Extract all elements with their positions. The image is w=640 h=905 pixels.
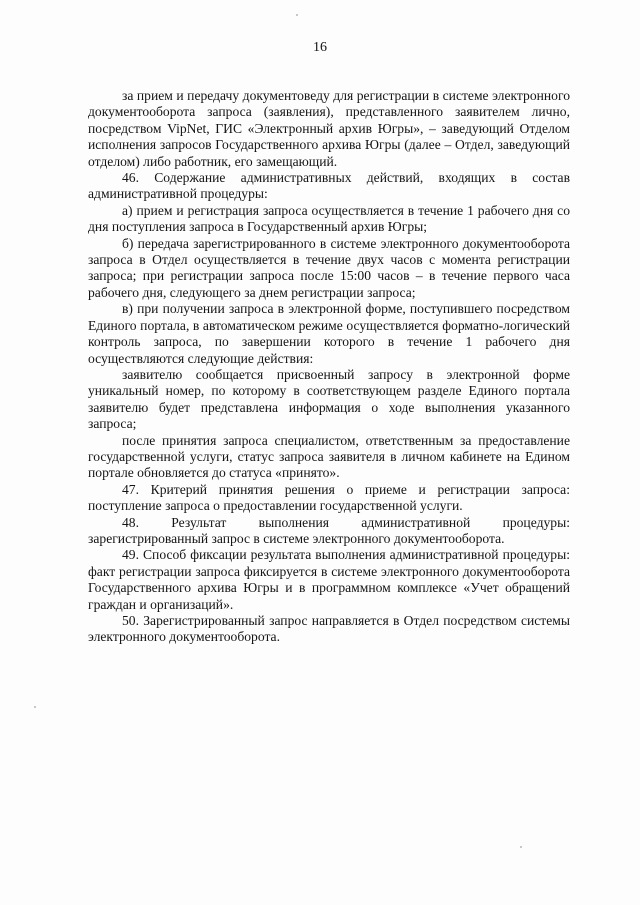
scan-speck — [296, 14, 298, 16]
paragraph-responsible-person: за прием и передачу документоведу для регистрации в системе электронного документооборота запроса (заявления), представленного заявителем лично, посредством VipNet, ГИС «Электронный архив Югры», – заведующий Отделом исполнения запросов Государственного архива Югры (далее – Отдел, заведующий отделом) либо работник, его замещающий. — [88, 88, 570, 169]
paragraph-46-b: б) передача зарегистрированного в системе электронного документооборота запроса в Отдел осуществляется в течение двух часов с момента регистрации запроса; при регистрации запроса после 15:00 часов – в течение первого часа рабочего дня, следующего за днем регистрации запроса; — [88, 235, 570, 300]
paragraph-46: 46. Содержание административных действий, входящих в состав административной процедуры: — [88, 170, 570, 202]
paragraph-46-a: а) прием и регистрация запроса осуществляется в течение 1 рабочего дня со дня поступления запроса в Государственный архив Югры; — [88, 202, 570, 235]
document-body — [88, 88, 570, 646]
paragraph-49: 49. Способ фиксации результата выполнения административной процедуры: факт регистрации запроса фиксируется в системе электронного документооборота Государственного архива Югры и в программном комплексе «Учет обращений граждан и организаций». — [88, 547, 570, 612]
paragraph-50: 50. Зарегистрированный запрос направляется в Отдел посредством системы электронного документооборота. — [88, 613, 570, 645]
paragraph-48: 48. Результат выполнения административной процедуры: зарегистрированный запрос в системе электронного документооборота. — [88, 514, 570, 546]
paragraph-notify-applicant: заявителю сообщается присвоенный запросу в электронной форме уникальный номер, по которому в соответствующем разделе Единого портала заявителю будет представлена информация о ходе выполнения указанного запроса; — [88, 366, 570, 432]
page-number: 16 — [313, 40, 327, 55]
paragraph-status-update: после принятия запроса специалистом, ответственным за предоставление государственной услуги, статус запроса заявителя в личном кабинете на Едином портале обновляется до статуса «принято». — [88, 432, 570, 481]
paragraph-46-v: в) при получении запроса в электронной форме, поступившего посредством Единого портала, в автоматическом режиме осуществляется форматно-логический контроль запроса, по завершении которого в течение 1 рабочего дня осуществляются следующие действия: — [88, 301, 570, 366]
scan-speck — [34, 706, 36, 708]
paragraph-47: 47. Критерий принятия решения о приеме и регистрации запроса: поступление запроса о предоставлении государственной услуги. — [88, 481, 570, 514]
scan-speck — [520, 846, 522, 848]
